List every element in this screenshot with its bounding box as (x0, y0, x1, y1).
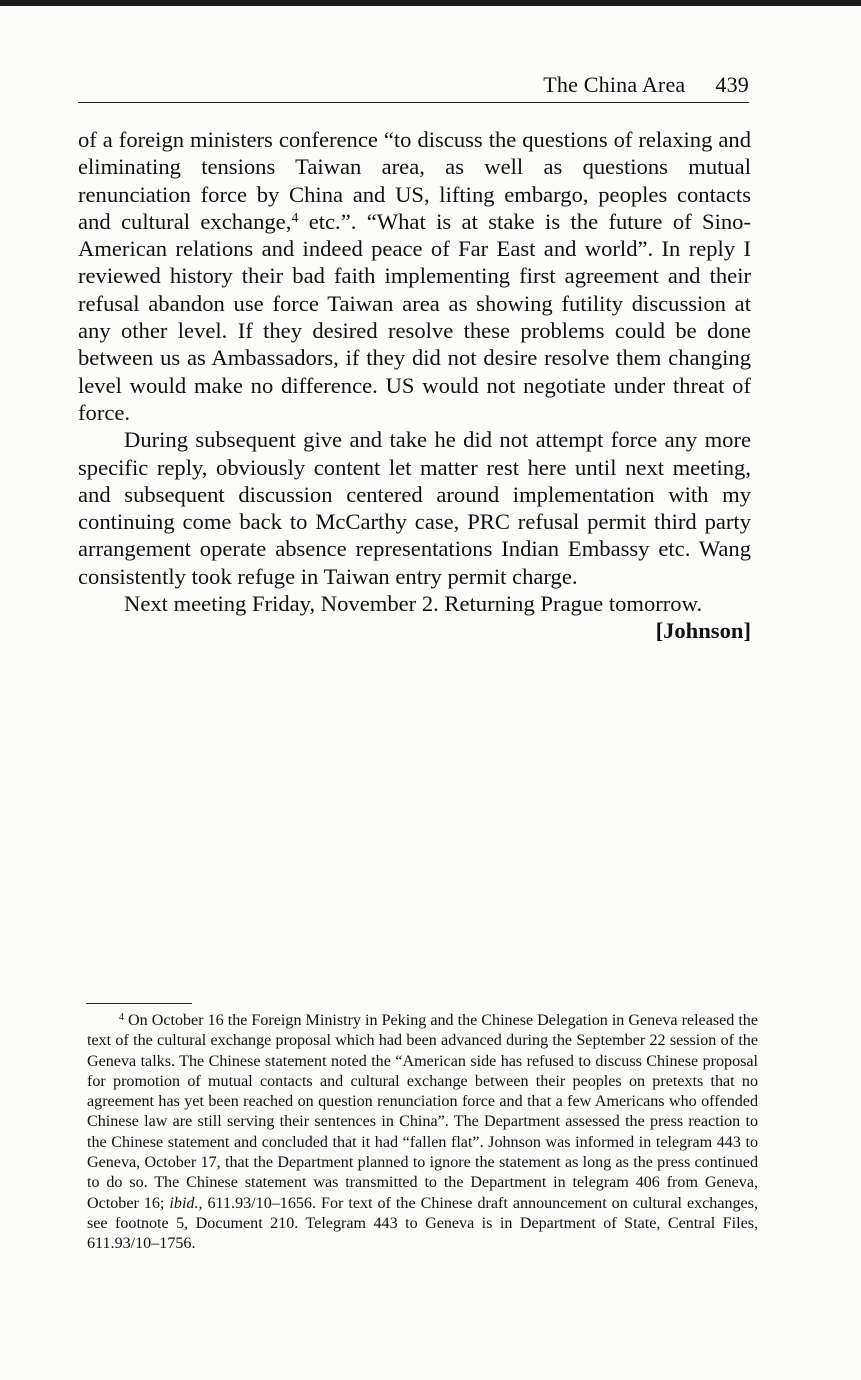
body-text (78, 126, 751, 645)
page-top-edge (0, 0, 861, 6)
signature: [Johnson] (655, 618, 751, 644)
paragraph-2: During subsequent give and take he did not attempt force any more specific reply, obviously content let matter rest here until next meeting, and subsequent discussion centered around implementation with my continuing come back to McCarthy case, PRC refusal permit third party arrangement operate absence representations Indian Embassy etc. Wang consistently took refuge in Taiwan entry permit charge. (78, 427, 751, 589)
paragraph-1-text: of a foreign ministers conference “to discuss the questions of relaxing and eliminating tensions Taiwan area, as well as questions mutual renunciation force by China and US, lifting embargo, peoples contacts and cultural exchange, (78, 127, 751, 234)
page-number: 439 (715, 72, 749, 97)
running-head-text (543, 72, 749, 98)
footnote-text-part-2: , 611.93/10–1656. For text of the Chinese draft announcement on cultural exchanges, see footnote 5, Document 210. Telegram 443 to Geneva is in Department of State, Central Files, 611.93/10–1756. (87, 1194, 758, 1253)
footnote-ref-4: 4 (291, 210, 299, 226)
footnote-rule (86, 1003, 192, 1004)
paragraph-3: Next meeting Friday, November 2. Returning Prague tomorrow. (124, 591, 703, 617)
footnote-ibid: ibid. (169, 1194, 199, 1212)
paragraph-1-continued: etc.”. “What is at stake is the future of Sino-American relations and indeed peace of Far East and world”. In reply I reviewed history their bad faith implementing first agreement and their refusal abandon use force Taiwan area as showing futility discussion at any other level. If they desired resolve these problems could be done between us as Ambassadors, if they did not desire resolve them changing level would make no difference. US would not negotiate under threat of force. (78, 208, 751, 425)
footnote-text-part-1: On October 16 the Foreign Ministry in Peking and the Chinese Delegation in Geneva released the text of the cultural exchange proposal which had been advanced during the September 22 session of the Geneva talks. The Chinese statement noted the “American side has refused to discuss Chinese proposal for promotion of mutual contacts and cultural exchange between their peoples on pretexts that no agreement has yet been reached on question renunciation force and that a few Americans who offended Chinese law are still serving their sentences in China”. The Department assessed the press reaction to the Chinese statement and concluded that it had “fallen flat”. Johnson was informed in telegram 443 to Geneva, October 17, that the Department planned to ignore the statement as long as the press continued to do so. The Chinese statement was transmitted to the Department in telegram 406 from Geneva, October 16; (87, 1012, 758, 1212)
running-head-title: The China Area (543, 72, 686, 97)
footnote-4 (87, 1011, 758, 1255)
paragraph-1 (78, 126, 751, 426)
footnote-marker: 4 (119, 1012, 124, 1024)
running-head (78, 70, 749, 103)
